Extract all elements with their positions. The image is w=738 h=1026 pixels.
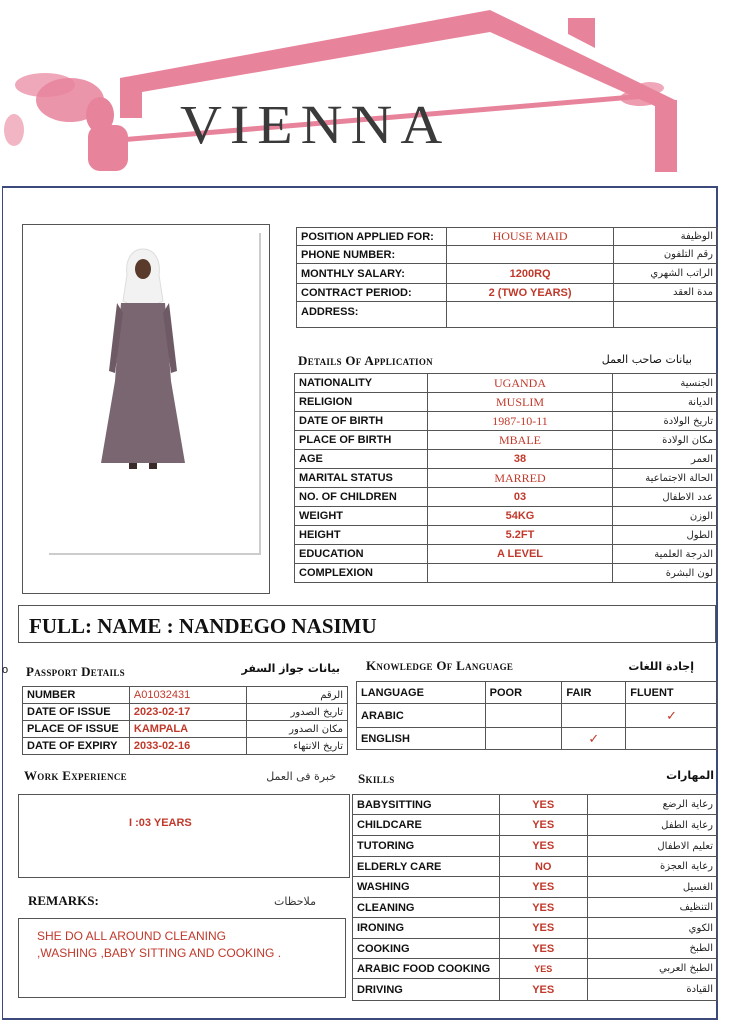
remarks-line-1: SHE DO ALL AROUND CLEANING [37, 929, 226, 943]
driving-label-ar: القيادة [587, 979, 718, 1001]
arabic-poor [485, 704, 562, 728]
issue-place-value: KAMPALA [129, 721, 246, 738]
application-table [294, 373, 718, 583]
pob-value: MBALE [427, 431, 612, 450]
children-value: 03 [427, 488, 612, 507]
table-row [353, 877, 718, 898]
nationality-label: NATIONALITY [295, 374, 428, 393]
table-row [297, 302, 718, 328]
nationality-value: UGANDA [427, 374, 612, 393]
position-value: HOUSE MAID [446, 228, 613, 246]
skills-heading-ar: المهارات [666, 769, 714, 782]
frame-top [2, 186, 718, 188]
language-heading: Knowledge Of Language [366, 658, 514, 673]
address-value [446, 302, 613, 328]
childcare-label-ar: رعاية الطفل [587, 815, 718, 836]
full-name: FULL: NAME : NANDEGO NASIMU [29, 614, 377, 638]
table-row [23, 687, 348, 704]
children-label: NO. OF CHILDREN [295, 488, 428, 507]
address-label: ADDRESS: [297, 302, 447, 328]
driving-value: YES [499, 979, 587, 1001]
brand-name: VIENNA [180, 93, 451, 156]
work-heading-ar: خبرة فى العمل [266, 770, 336, 783]
issue-date-value: 2023-02-17 [129, 704, 246, 721]
top-info-table [296, 227, 718, 328]
complexion-value [427, 564, 612, 583]
pob-label-ar: مكان الولادة [613, 431, 718, 450]
age-value: 38 [427, 450, 612, 469]
passport-table [22, 686, 348, 755]
passport-number-value: A01032431 [129, 687, 246, 704]
application-heading-ar: بيانات صاحب العمل [601, 353, 692, 366]
table-row [295, 488, 718, 507]
salary-label-ar: الراتب الشهري [614, 264, 718, 284]
religion-value: MUSLIM [427, 393, 612, 412]
table-row [295, 564, 718, 583]
tutoring-value: YES [499, 836, 587, 857]
table-row [353, 959, 718, 979]
frame-left [2, 186, 3, 1020]
weight-label-ar: الوزن [613, 507, 718, 526]
babysitting-label: BABYSITTING [353, 795, 500, 815]
table-row [297, 246, 718, 264]
fair-col-header: FAIR [562, 682, 626, 704]
table-row [295, 374, 718, 393]
contract-value: 2 (TWO YEARS) [446, 284, 613, 302]
application-heading: Details Of Application [298, 353, 433, 368]
language-heading-ar: إجادة اللغات [628, 660, 694, 673]
washing-value: YES [499, 877, 587, 898]
ironing-label: IRONING [353, 918, 500, 939]
table-row [297, 264, 718, 284]
table-row [297, 284, 718, 302]
table-row [295, 431, 718, 450]
english-poor [485, 728, 562, 750]
washing-label-ar: الغسيل [587, 877, 718, 898]
issue-place-label: PLACE OF ISSUE [23, 721, 130, 738]
person-figure-icon [93, 241, 193, 481]
remarks-heading: REMARKS: [28, 893, 99, 908]
table-row [357, 728, 718, 750]
babysitting-value: YES [499, 795, 587, 815]
arabic-cooking-label: ARABIC FOOD COOKING [353, 959, 500, 979]
table-row [295, 526, 718, 545]
elderly-care-label-ar: رعاية العجزة [587, 857, 718, 877]
childcare-label: CHILDCARE [353, 815, 500, 836]
fluent-col-header: FLUENT [626, 682, 718, 704]
height-label: HEIGHT [295, 526, 428, 545]
table-row [295, 545, 718, 564]
issue-date-label: DATE OF ISSUE [23, 704, 130, 721]
english-fair-check-icon: ✓ [562, 728, 626, 750]
religion-label-ar: الديانة [613, 393, 718, 412]
work-experience-value: I :03 YEARS [129, 817, 192, 829]
table-row [295, 507, 718, 526]
education-value: A LEVEL [427, 545, 612, 564]
marital-label: MARITAL STATUS [295, 469, 428, 488]
cooking-value: YES [499, 939, 587, 959]
childcare-value: YES [499, 815, 587, 836]
ironing-value: YES [499, 918, 587, 939]
candidate-photo [22, 224, 270, 594]
cleaning-label-ar: التنظيف [587, 898, 718, 918]
language-table [356, 681, 718, 750]
table-row [353, 939, 718, 959]
nationality-label-ar: الجنسية [613, 374, 718, 393]
salary-value: 1200RQ [446, 264, 613, 284]
table-row [23, 738, 348, 755]
expiry-date-label: DATE OF EXPIRY [23, 738, 130, 755]
passport-marker: o [2, 664, 9, 676]
table-row [353, 815, 718, 836]
issue-date-label-ar: تاريخ الصدور [247, 704, 348, 721]
english-fluent [626, 728, 718, 750]
complexion-label-ar: لون البشرة [613, 564, 718, 583]
contract-label: CONTRACT PERIOD: [297, 284, 447, 302]
table-row [357, 682, 718, 704]
elderly-care-value: NO [499, 857, 587, 877]
marital-label-ar: الحالة الاجتماعية [613, 469, 718, 488]
table-row [23, 704, 348, 721]
table-row [357, 704, 718, 728]
expiry-date-value: 2033-02-16 [129, 738, 246, 755]
table-row [353, 979, 718, 1001]
cooking-label: COOKING [353, 939, 500, 959]
language-col-header: LANGUAGE [357, 682, 486, 704]
washing-label: WASHING [353, 877, 500, 898]
ironing-label-ar: الكوي [587, 918, 718, 939]
age-label-ar: العمر [613, 450, 718, 469]
children-label-ar: عدد الاطفال [613, 488, 718, 507]
position-label-ar: الوظيفة [614, 228, 718, 246]
table-row [295, 412, 718, 431]
remarks-box [18, 918, 346, 998]
elderly-care-label: ELDERLY CARE [353, 857, 500, 877]
position-label: POSITION APPLIED FOR: [297, 228, 447, 246]
age-label: AGE [295, 450, 428, 469]
passport-heading: Passport Details [26, 664, 125, 679]
skills-heading: Skills [358, 771, 395, 786]
table-row [297, 228, 718, 246]
arabic-fluent-check-icon: ✓ [626, 704, 718, 728]
table-row [295, 469, 718, 488]
babysitting-label-ar: رعاية الرضع [587, 795, 718, 815]
pob-label: PLACE OF BIRTH [295, 431, 428, 450]
passport-number-label: NUMBER [23, 687, 130, 704]
vienna-logo [0, 0, 738, 185]
phone-label-ar: رقم التلفون [614, 246, 718, 264]
frame-bottom [2, 1018, 718, 1020]
weight-label: WEIGHT [295, 507, 428, 526]
issue-place-label-ar: مكان الصدور [247, 721, 348, 738]
education-label: EDUCATION [295, 545, 428, 564]
cooking-label-ar: الطبخ [587, 939, 718, 959]
cleaning-label: CLEANING [353, 898, 500, 918]
education-label-ar: الدرجة العلمية [613, 545, 718, 564]
work-heading: Work Experience [24, 768, 127, 783]
phone-value [446, 246, 613, 264]
tutoring-label: TUTORING [353, 836, 500, 857]
height-label-ar: الطول [613, 526, 718, 545]
religion-label: RELIGION [295, 393, 428, 412]
address-label-ar [614, 302, 718, 328]
arabic-language: ARABIC [357, 704, 486, 728]
complexion-label: COMPLEXION [295, 564, 428, 583]
driving-label: DRIVING [353, 979, 500, 1001]
table-row [295, 450, 718, 469]
dob-label-ar: تاريخ الولادة [613, 412, 718, 431]
arabic-fair [562, 704, 626, 728]
work-experience-box [18, 794, 350, 878]
marital-value: MARRED [427, 469, 612, 488]
contract-label-ar: مدة العقد [614, 284, 718, 302]
table-row [353, 898, 718, 918]
height-value: 5.2FT [427, 526, 612, 545]
table-row [353, 918, 718, 939]
cleaning-value: YES [499, 898, 587, 918]
house-roof-icon [0, 0, 738, 185]
remarks-heading-ar: ملاحظات [274, 895, 316, 908]
full-name-box [18, 605, 716, 643]
weight-value: 54KG [427, 507, 612, 526]
remarks-line-2: ,WASHING ,BABY SITTING AND COOKING . [37, 946, 282, 960]
passport-heading-ar: بيانات جواز السفر [241, 662, 340, 675]
dob-value: 1987-10-11 [427, 412, 612, 431]
table-row [353, 857, 718, 877]
phone-label: PHONE NUMBER: [297, 246, 447, 264]
poor-col-header: POOR [485, 682, 562, 704]
arabic-cooking-label-ar: الطبخ العربي [587, 959, 718, 979]
dob-label: DATE OF BIRTH [295, 412, 428, 431]
salary-label: MONTHLY SALARY: [297, 264, 447, 284]
expiry-date-label-ar: تاريخ الانتهاء [247, 738, 348, 755]
tutoring-label-ar: تعليم الاطفال [587, 836, 718, 857]
english-language: ENGLISH [357, 728, 486, 750]
table-row [353, 836, 718, 857]
table-row [23, 721, 348, 738]
skills-table [352, 794, 718, 1001]
passport-number-label-ar: الرقم [247, 687, 348, 704]
table-row [353, 795, 718, 815]
arabic-cooking-value: YES [499, 959, 587, 979]
table-row [295, 393, 718, 412]
